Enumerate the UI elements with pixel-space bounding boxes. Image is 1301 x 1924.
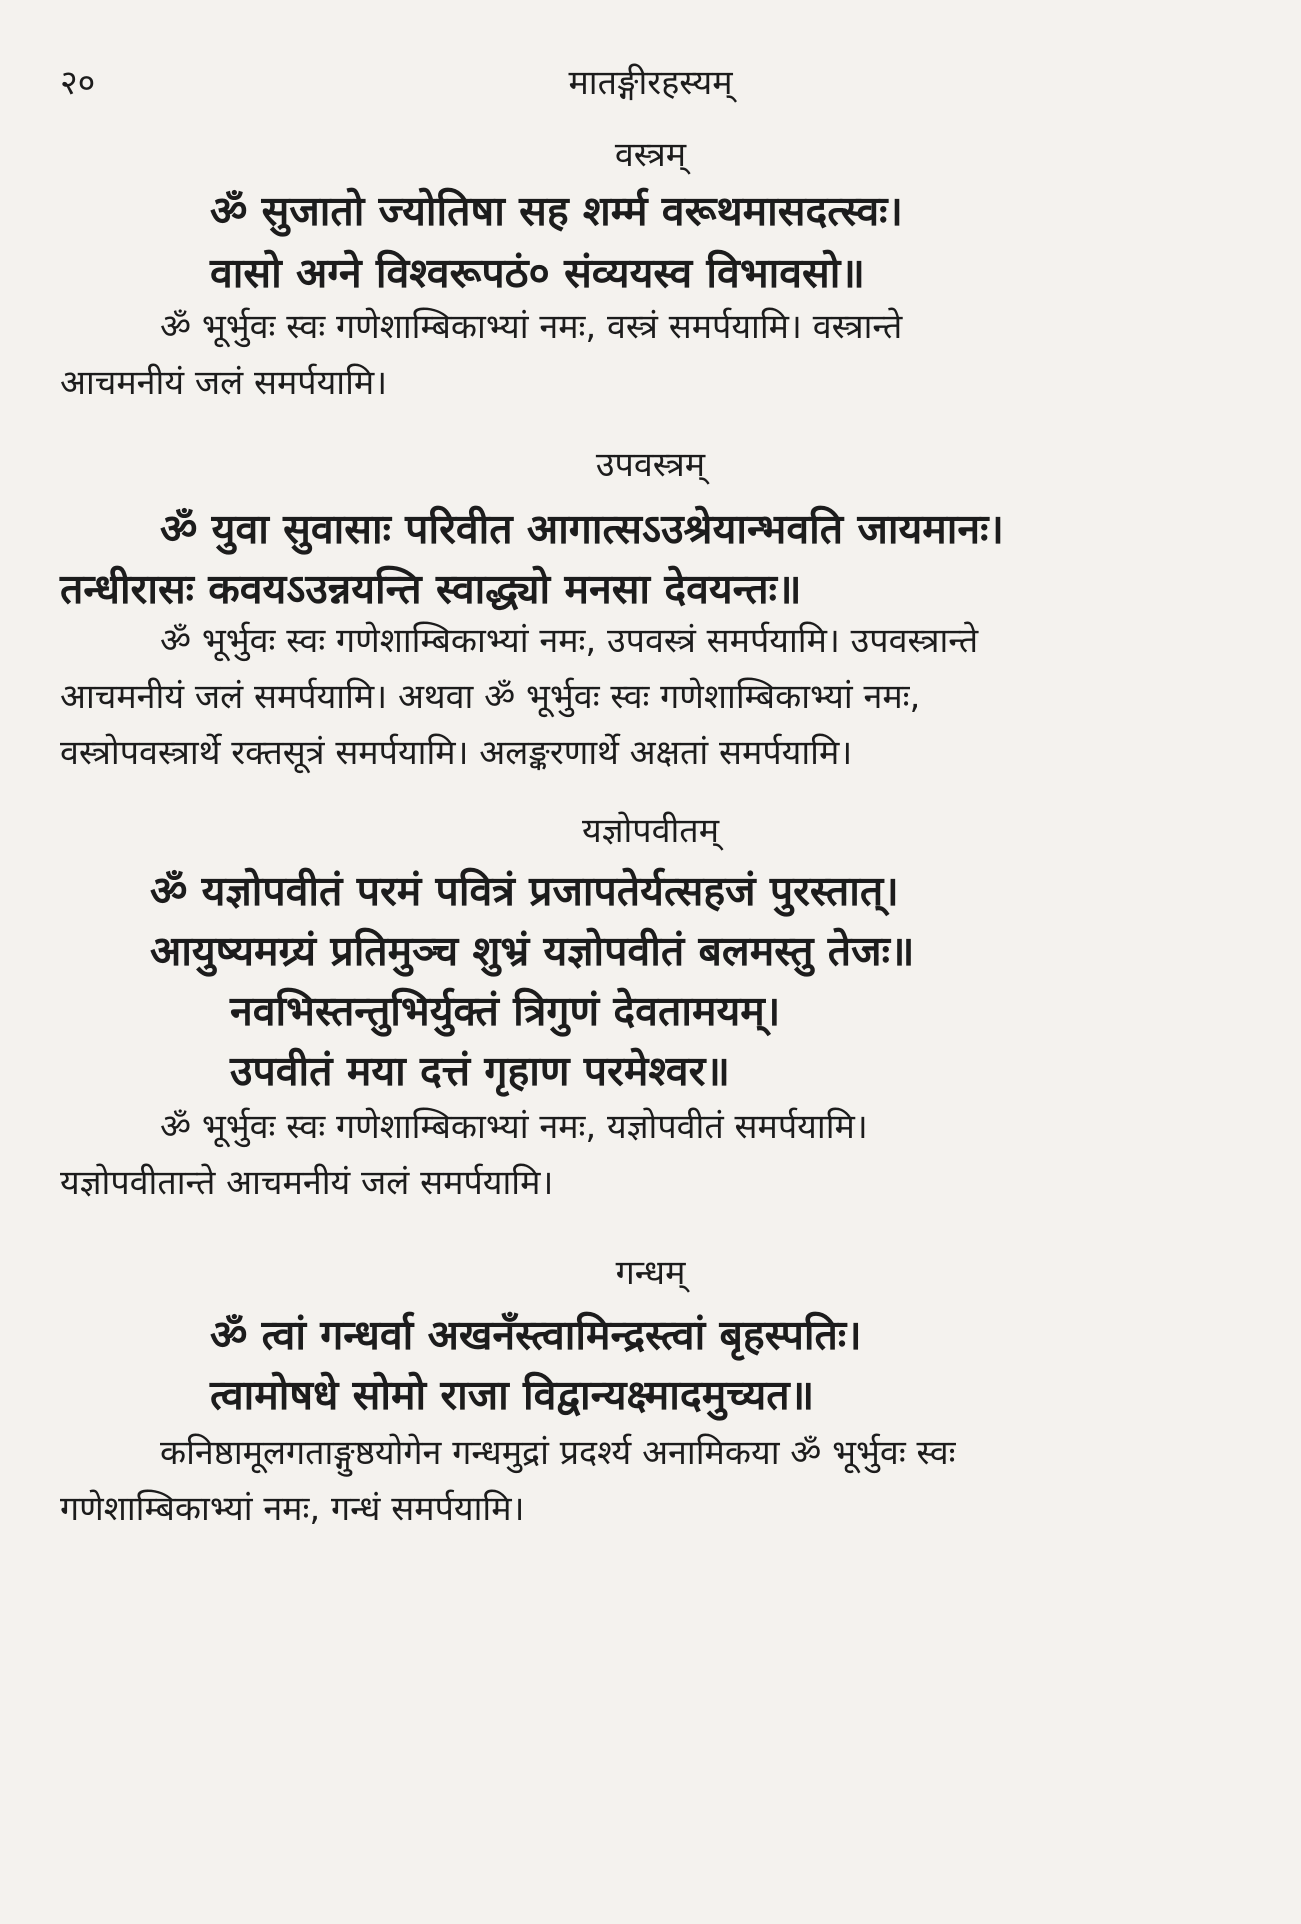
page-number: २० bbox=[60, 63, 96, 103]
prose-line: आचमनीयं जलं समर्पयामि। अथवा ॐ भूर्भुवः स्वः गणेशाम्बिकाभ्यां नमः, bbox=[60, 677, 921, 717]
mantra-line: ॐ युवा सुवासाः परिवीत आगात्सऽउश्रेयान्भवति जायमानः। bbox=[160, 505, 1004, 553]
section-heading: गन्धम् bbox=[615, 1253, 686, 1293]
running-title: मातङ्गीरहस्यम् bbox=[568, 63, 733, 103]
section-heading: उपवस्त्रम् bbox=[595, 445, 706, 485]
page-header bbox=[60, 58, 1241, 108]
mantra-line: वासो अग्ने विश्वरूपठं० संव्ययस्व विभावसो॥ bbox=[210, 249, 865, 297]
mantra-line: ॐ यज्ञोपवीतं परमं पवित्रं प्रजापतेर्यत्सहजं पुरस्तात्। bbox=[150, 867, 899, 915]
prose-line: कनिष्ठामूलगताङ्गुष्ठयोगेन गन्धमुद्रां प्रदर्श्य अनामिकया ॐ भूर्भुवः स्वः bbox=[160, 1433, 956, 1473]
section-heading: यज्ञोपवीतम् bbox=[581, 811, 720, 851]
mantra-line: आयुष्यमग्र्यं प्रतिमुञ्च शुभ्रं यज्ञोपवीतं बलमस्तु तेजः॥ bbox=[150, 927, 915, 975]
prose-line: ॐ भूर्भुवः स्वः गणेशाम्बिकाभ्यां नमः, यज्ञोपवीतं समर्पयामि। bbox=[160, 1107, 868, 1147]
mantra-line: ॐ त्वां गन्धर्वा अखनँस्त्वामिन्द्रस्त्वां बृहस्पतिः। bbox=[210, 1311, 862, 1359]
mantra-line: त्वामोषधे सोमो राजा विद्वान्यक्ष्मादमुच्यत॥ bbox=[210, 1371, 815, 1419]
mantra-line: नवभिस्तन्तुभिर्युक्तं त्रिगुणं देवतामयम्। bbox=[230, 987, 781, 1035]
prose-line: आचमनीयं जलं समर्पयामि। bbox=[60, 363, 388, 403]
prose-line: वस्त्रोपवस्त्रार्थे रक्तसूत्रं समर्पयामि। अलङ्करणार्थे अक्षतां समर्पयामि। bbox=[60, 733, 853, 773]
prose-line: गणेशाम्बिकाभ्यां नमः, गन्धं समर्पयामि। bbox=[60, 1489, 525, 1529]
prose-line: ॐ भूर्भुवः स्वः गणेशाम्बिकाभ्यां नमः, उपवस्त्रं समर्पयामि। उपवस्त्रान्ते bbox=[160, 621, 979, 661]
prose-line: ॐ भूर्भुवः स्वः गणेशाम्बिकाभ्यां नमः, वस्त्रं समर्पयामि। वस्त्रान्ते bbox=[160, 307, 903, 347]
mantra-line: उपवीतं मया दत्तं गृहाण परमेश्वर॥ bbox=[230, 1047, 730, 1095]
section-heading: वस्त्रम् bbox=[614, 135, 687, 175]
prose-line: यज्ञोपवीतान्ते आचमनीयं जलं समर्पयामि। bbox=[60, 1163, 554, 1203]
mantra-line: ॐ सुजातो ज्योतिषा सह शर्म्म वरूथमासदत्स्वः। bbox=[210, 187, 903, 235]
mantra-line: तन्धीरासः कवयऽउन्नयन्ति स्वाद्ध्यो मनसा देवयन्तः॥ bbox=[60, 565, 802, 613]
